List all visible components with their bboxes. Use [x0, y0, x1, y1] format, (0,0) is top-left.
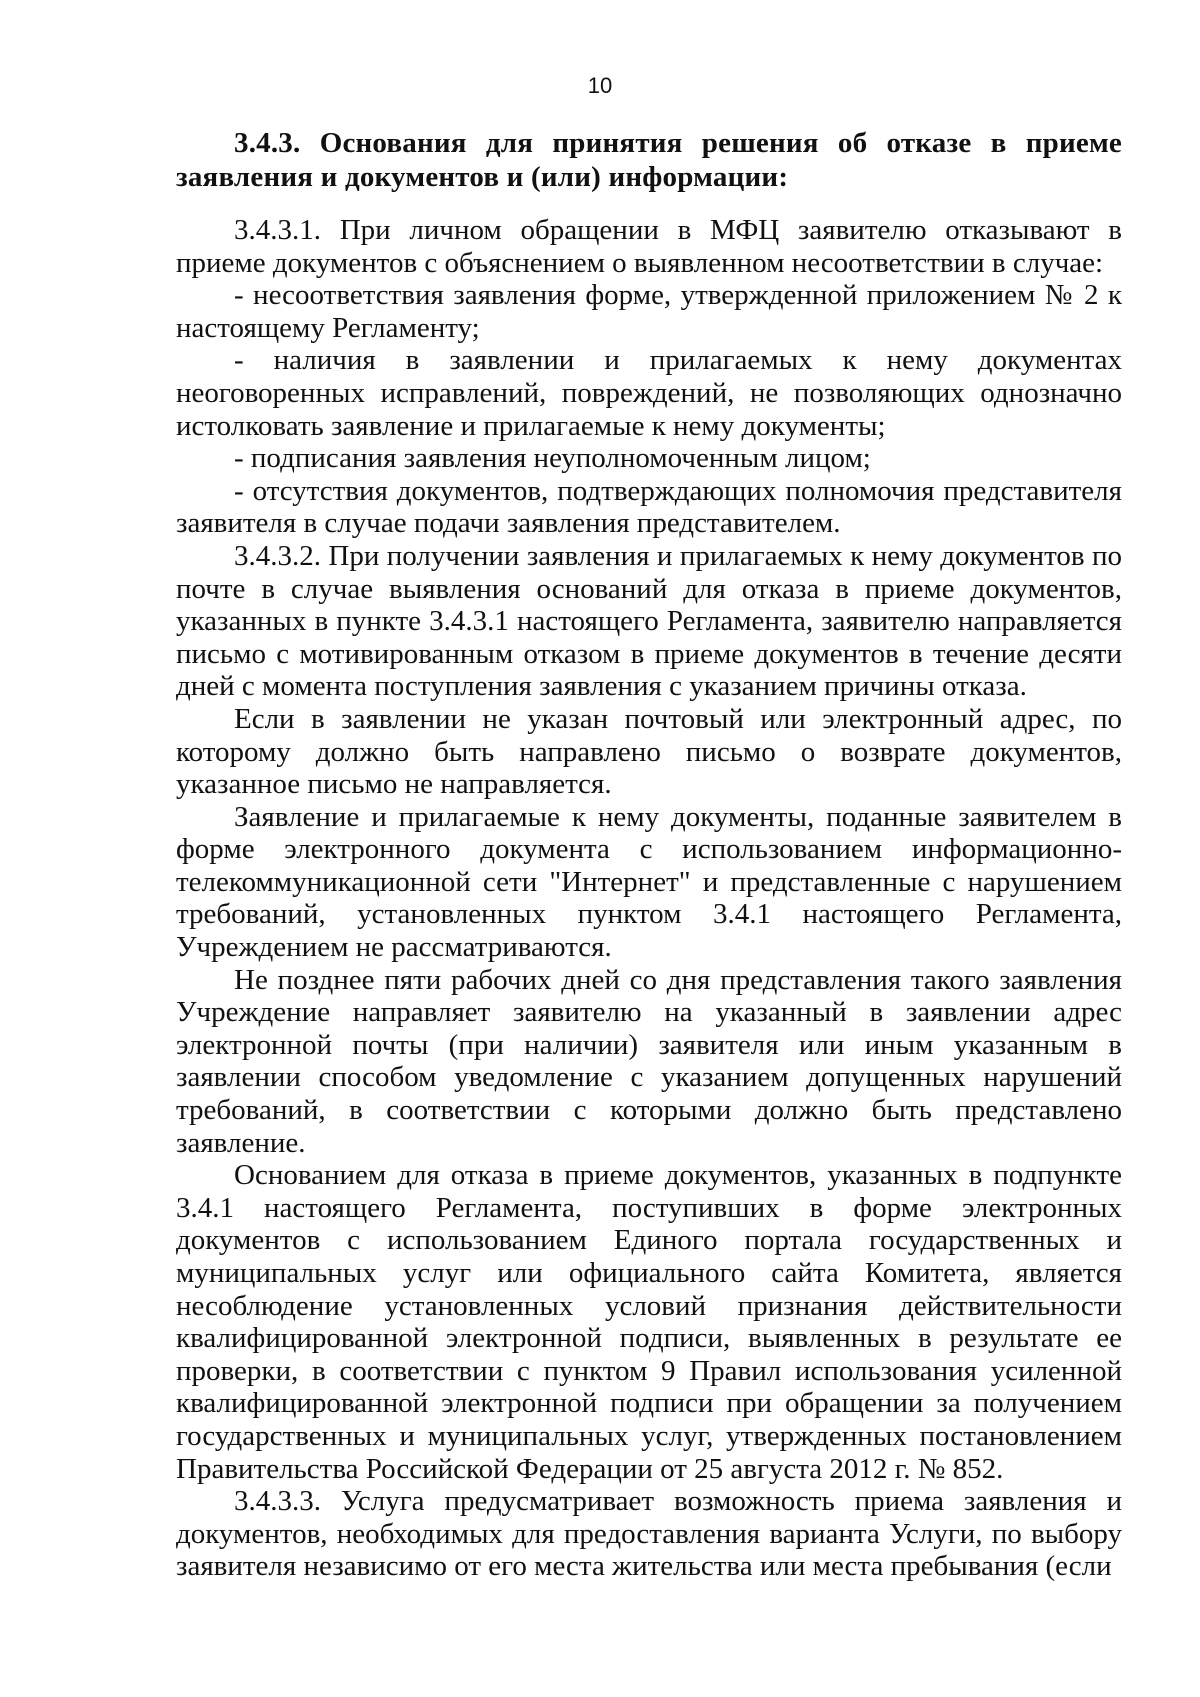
paragraph-electronic-submission: Заявление и прилагаемые к нему документы, поданные заявителем в форме электронного документа с использованием информационно-телекоммуникационной сети "Интернет" и представленные с нарушением требований, установленных пунктом 3.4.1 настоящего Регламента, Учреждением не рассматриваются.: [176, 800, 1122, 964]
paragraph-signature-grounds: Основанием для отказа в приеме документов, указанных в подпункте 3.4.1 настоящего Регламента, поступивших в форме электронных документов с использованием Единого портала государственных и муниципальных услуг или официального сайта Комитета, является несоблюдение установленных условий признания действительности квалифицированной электронной подписи, выявленных в результате ее проверки, в соответствии с пунктом 9 Правил использования усиленной квалифицированной электронной подписи при обращении за получением государственных и муниципальных услуг, утвержденных постановлением Правительства Российской Федерации от 25 августа 2012 г. № 852.: [176, 1159, 1122, 1485]
paragraph-3-4-3-3: 3.4.3.3. Услуга предусматривает возможность приема заявления и документов, необходимых для предоставления варианта Услуги, по выбору заявителя независимо от его места жительства или места пребывания (если: [176, 1485, 1122, 1583]
list-item-form-mismatch: - несоответствия заявления форме, утвержденной приложением № 2 к настоящему Регламенту;: [176, 279, 1122, 344]
document-body: [176, 126, 1122, 1583]
paragraph-3-4-3-2: 3.4.3.2. При получении заявления и прилагаемых к нему документов по почте в случае выявления оснований для отказа в приеме документов, указанных в пункте 3.4.3.1 настоящего Регламента, заявителю направляется письмо с мотивированным отказом в приеме документов в течение десяти дней с момента поступления заявления с указанием причины отказа.: [176, 539, 1122, 703]
paragraph-no-address: Если в заявлении не указан почтовый или электронный адрес, по которому должно быть направлено письмо о возврате документов, указанное письмо не направляется.: [176, 702, 1122, 801]
list-item-corrections: - наличия в заявлении и прилагаемых к нему документах неоговоренных исправлений, повреждений, не позволяющих однозначно истолковать заявление и прилагаемые к нему документы;: [176, 344, 1122, 442]
list-item-unauthorized-signature: - подписания заявления неуполномоченным лицом;: [234, 442, 871, 475]
paragraph-3-4-3-1: 3.4.3.1. При личном обращении в МФЦ заявителю отказывают в приеме документов с объяснением о выявленном несоответствии в случае:: [176, 214, 1122, 279]
list-item-missing-authority-documents: - отсутствия документов, подтверждающих полномочия представителя заявителя в случае подачи заявления представителем.: [176, 474, 1122, 540]
paragraph-notification: Не позднее пяти рабочих дней со дня представления такого заявления Учреждение направляет заявителю на указанный в заявлении адрес электронной почты (при наличии) заявителя или иным указанным в заявлении способом уведомление с указанием допущенных нарушений требований, в соответствии с которыми должно быть представлено заявление.: [176, 963, 1122, 1159]
section-heading: 3.4.3. Основания для принятия решения об отказе в приеме заявления и документов и (или) информации:: [176, 127, 1122, 193]
page-number: 10: [587, 73, 613, 98]
